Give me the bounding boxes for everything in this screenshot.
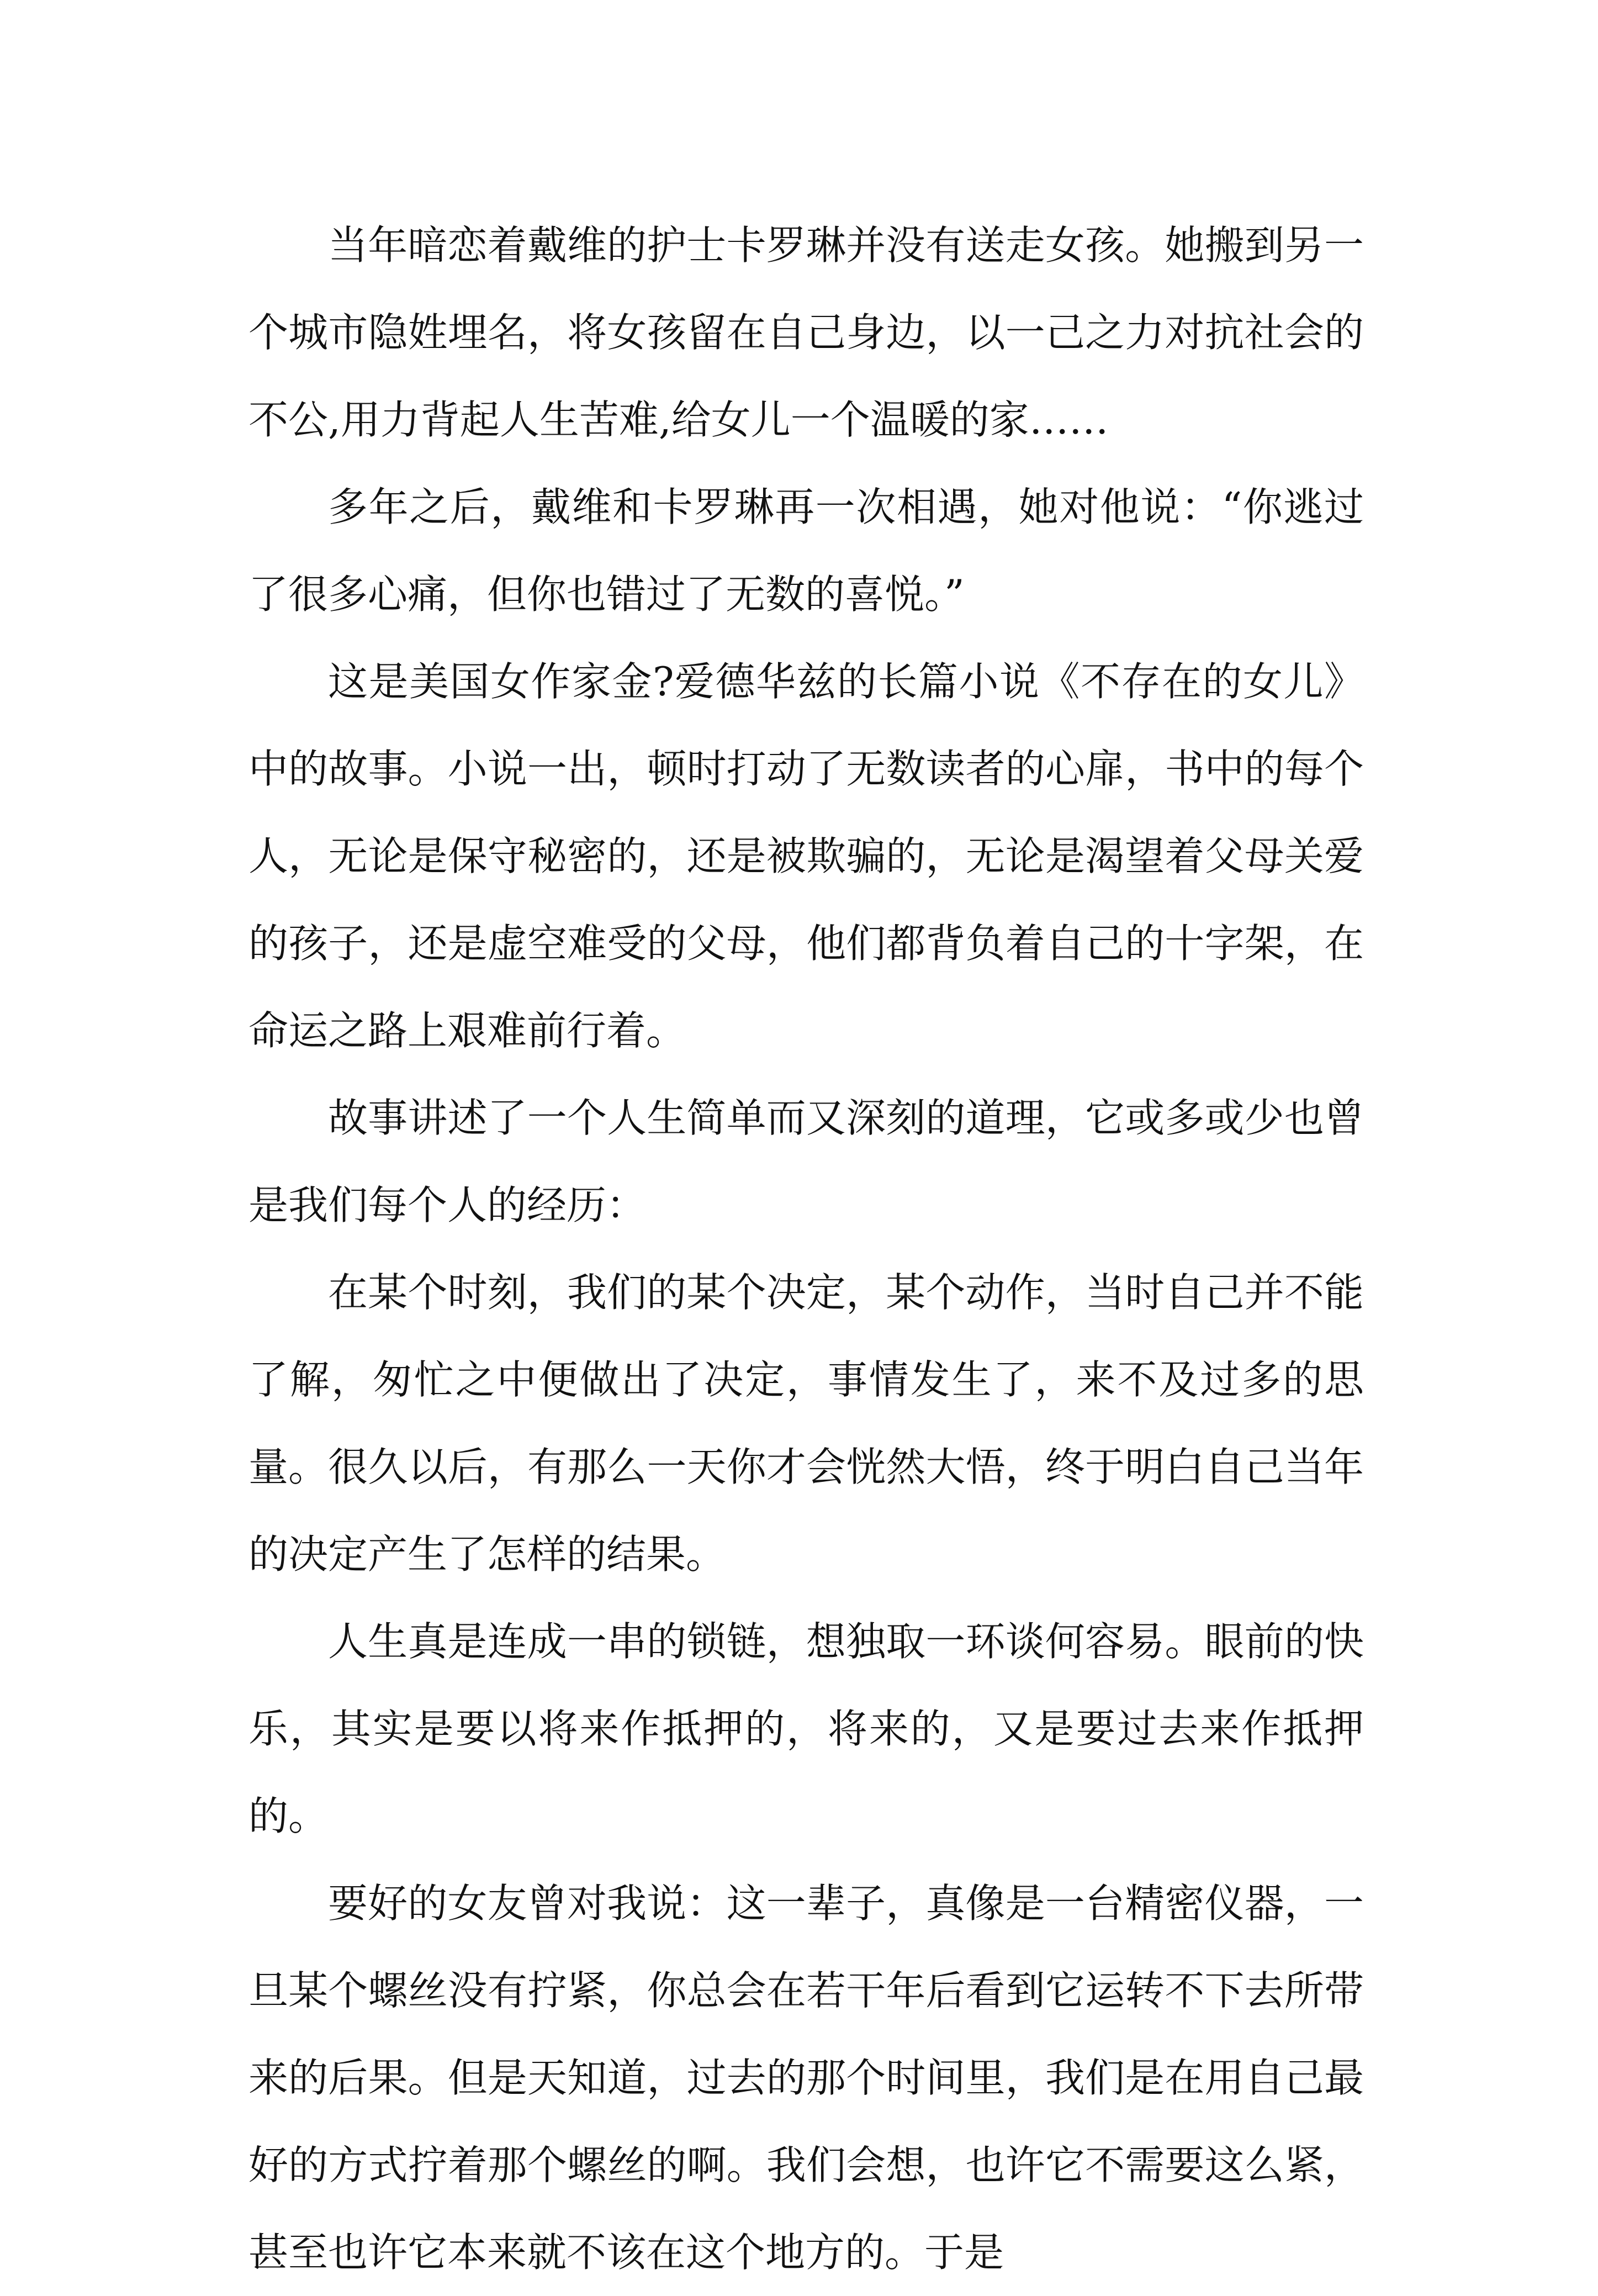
paragraph-6: 人生真是连成一串的锁链，想独取一环谈何容易。眼前的快乐，其实是要以将来作抵押的，将来的，又是要过去来作抵押的。 (248, 1618, 1364, 1839)
paragraph-1: 当年暗恋着戴维的护士卡罗琳并没有送走女孩。她搬到另一个城市隐姓埋名，将女孩留在自己身边，以一己之力对抗社会的不公,用力背起人生苦难,给女儿一个温暖的家…… (248, 222, 1364, 443)
paragraph-3: 这是美国女作家金?爱德华兹的长篇小说《不存在的女儿》中的故事。小说一出，顿时打动了无数读者的心扉，书中的每个人，无论是保守秘密的，还是被欺骗的，无论是渴望着父母关爱的孩子，还是虚空难受的父母，他们都背负着自己的十字架，在命运之路上艰难前行着。 (248, 658, 1364, 1054)
paragraph-5: 在某个时刻，我们的某个决定，某个动作，当时自己并不能了解，匆忙之中便做出了决定，事情发生了，来不及过多的思量。很久以后，有那么一天你才会恍然大悟，终于明白自己当年的决定产生了怎样的结果。 (248, 1269, 1364, 1577)
body-text (248, 202, 1364, 2296)
paragraph-7: 要好的女友曾对我说：这一辈子，真像是一台精密仪器，一旦某个螺丝没有拧紧，你总会在若干年后看到它运转不下去所带来的后果。但是天知道，过去的那个时间里，我们是在用自己最好的方式拧着那个螺丝的啊。我们会想，也许它不需要这么紧，甚至也许它本来就不该在这个地方的。于是 (248, 1880, 1364, 2276)
paragraph-2: 多年之后，戴维和卡罗琳再一次相遇，她对他说：“你逃过了很多心痛，但你也错过了无数的喜悦。” (248, 484, 1364, 617)
paragraph-4: 故事讲述了一个人生简单而又深刻的道理，它或多或少也曾是我们每个人的经历： (248, 1095, 1364, 1228)
